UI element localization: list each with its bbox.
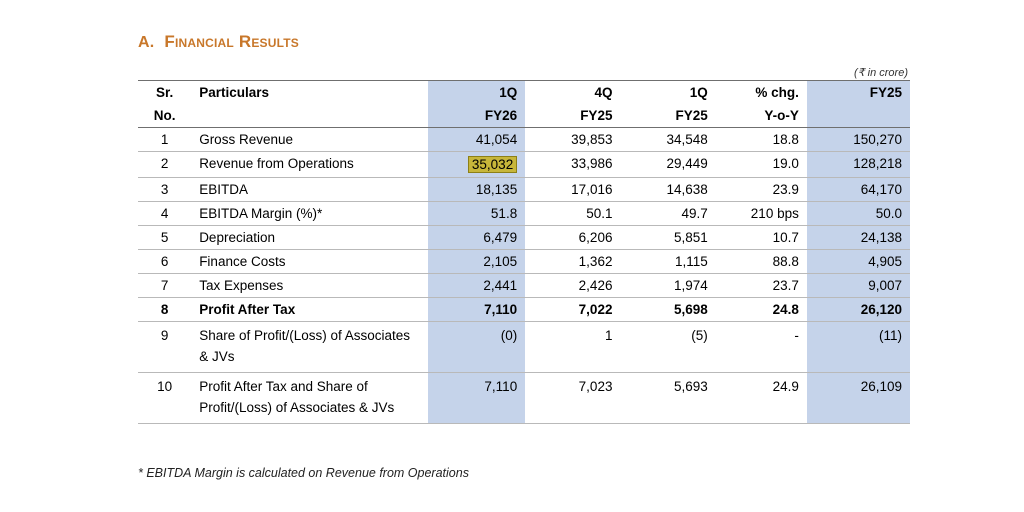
cell-q4fy25: 17,016 (525, 178, 620, 202)
cell-q1fy26: 41,054 (428, 128, 526, 152)
cell-q1fy25: 5,693 (620, 372, 715, 423)
cell-sr: 8 (138, 298, 191, 322)
cell-q4fy25: 6,206 (525, 226, 620, 250)
table-header-row-top (138, 81, 910, 105)
section-title: Financial Results (164, 32, 299, 51)
cell-sr: 6 (138, 250, 191, 274)
cell-fy25: 9,007 (807, 274, 910, 298)
cell-q1fy25: 1,974 (620, 274, 715, 298)
cell-q1fy25: 29,449 (620, 152, 715, 178)
cell-fy25: 128,218 (807, 152, 910, 178)
cell-q4fy25: 1,362 (525, 250, 620, 274)
table-header-row-bottom (138, 104, 910, 128)
header-fy25: FY25 (807, 81, 910, 105)
cell-q4fy25: 39,853 (525, 128, 620, 152)
table-row[interactable] (138, 274, 910, 298)
cell-q4fy25: 1 (525, 322, 620, 373)
cell-q1fy25: 1,115 (620, 250, 715, 274)
table-row[interactable] (138, 178, 910, 202)
header-chg: % chg. (716, 81, 807, 105)
cell-q4fy25: 7,022 (525, 298, 620, 322)
cell-sr: 2 (138, 152, 191, 178)
cell-q1fy25: 34,548 (620, 128, 715, 152)
cell-q1fy26: (0) (428, 322, 526, 373)
cell-q1fy25: 5,851 (620, 226, 715, 250)
cell-sr: 3 (138, 178, 191, 202)
header-q4fy25: 4Q (525, 81, 620, 105)
cell-sr: 4 (138, 202, 191, 226)
cell-sr: 5 (138, 226, 191, 250)
cell-q4fy25: 2,426 (525, 274, 620, 298)
section-letter: A. (138, 34, 155, 51)
cell-sr: 9 (138, 322, 191, 373)
cell-fy25: 50.0 (807, 202, 910, 226)
cell-chg: 24.8 (716, 298, 807, 322)
header-q1fy25-sub: FY25 (620, 104, 715, 128)
header-no: No. (138, 104, 191, 128)
cell-chg: 23.9 (716, 178, 807, 202)
cell-particulars: Tax Expenses (191, 274, 427, 298)
table-row[interactable] (138, 250, 910, 274)
header-q1fy26: 1Q (428, 81, 526, 105)
cell-q1fy26: 6,479 (428, 226, 526, 250)
cell-q1fy25: 14,638 (620, 178, 715, 202)
cell-q1fy25: 49.7 (620, 202, 715, 226)
cell-fy25: (11) (807, 322, 910, 373)
cell-q1fy26: 2,105 (428, 250, 526, 274)
cell-fy25: 24,138 (807, 226, 910, 250)
cell-particulars: Gross Revenue (191, 128, 427, 152)
table-row[interactable] (138, 202, 910, 226)
header-q4fy25-sub: FY25 (525, 104, 620, 128)
cell-fy25: 150,270 (807, 128, 910, 152)
cell-q1fy26: 7,110 (428, 298, 526, 322)
cell-q1fy26: 2,441 (428, 274, 526, 298)
cell-q1fy26-selected[interactable] (428, 152, 526, 178)
cell-fy25: 64,170 (807, 178, 910, 202)
cell-q4fy25: 7,023 (525, 372, 620, 423)
cell-q1fy26: 18,135 (428, 178, 526, 202)
cell-chg: 10.7 (716, 226, 807, 250)
cell-particulars: Profit After Tax and Share of Profit/(Loss) of Associates & JVs (191, 372, 427, 423)
units-note: (₹ in crore) (853, 67, 908, 79)
financial-results-table (138, 80, 910, 424)
cell-q4fy25: 33,986 (525, 152, 620, 178)
header-q1fy26-sub: FY26 (428, 104, 526, 128)
cell-particulars: Revenue from Operations (191, 152, 427, 178)
cell-sr: 1 (138, 128, 191, 152)
table-row[interactable] (138, 128, 910, 152)
cell-chg: 24.9 (716, 372, 807, 423)
cell-particulars: Profit After Tax (191, 298, 427, 322)
cell-fy25: 4,905 (807, 250, 910, 274)
table-row[interactable] (138, 298, 910, 322)
table-row[interactable] (138, 372, 910, 423)
table-row[interactable] (138, 152, 910, 178)
cell-q4fy25: 50.1 (525, 202, 620, 226)
cell-particulars: EBITDA (191, 178, 427, 202)
cell-sr: 7 (138, 274, 191, 298)
cell-chg: 88.8 (716, 250, 807, 274)
header-q1fy25: 1Q (620, 81, 715, 105)
header-chg-sub: Y-o-Y (716, 104, 807, 128)
selected-value: 35,032 (468, 156, 517, 173)
cell-particulars: Finance Costs (191, 250, 427, 274)
header-fy25-sub (807, 104, 910, 128)
header-particulars-sub (191, 104, 427, 128)
cell-fy25: 26,120 (807, 298, 910, 322)
header-sr: Sr. (138, 81, 191, 105)
cell-chg: - (716, 322, 807, 373)
cell-q1fy26: 7,110 (428, 372, 526, 423)
header-particulars: Particulars (191, 81, 427, 105)
table-row[interactable] (138, 226, 910, 250)
cell-q1fy26: 51.8 (428, 202, 526, 226)
cell-fy25: 26,109 (807, 372, 910, 423)
table-footnote: * EBITDA Margin is calculated on Revenue from Operations (138, 466, 469, 480)
cell-particulars: Depreciation (191, 226, 427, 250)
cell-particulars: Share of Profit/(Loss) of Associates & JVs (191, 322, 427, 373)
cell-chg: 210 bps (716, 202, 807, 226)
cell-q1fy25: 5,698 (620, 298, 715, 322)
cell-sr: 10 (138, 372, 191, 423)
cell-particulars: EBITDA Margin (%)* (191, 202, 427, 226)
cell-chg: 23.7 (716, 274, 807, 298)
table-row[interactable] (138, 322, 910, 373)
section-heading (138, 32, 299, 52)
cell-chg: 19.0 (716, 152, 807, 178)
cell-chg: 18.8 (716, 128, 807, 152)
cell-q1fy25: (5) (620, 322, 715, 373)
